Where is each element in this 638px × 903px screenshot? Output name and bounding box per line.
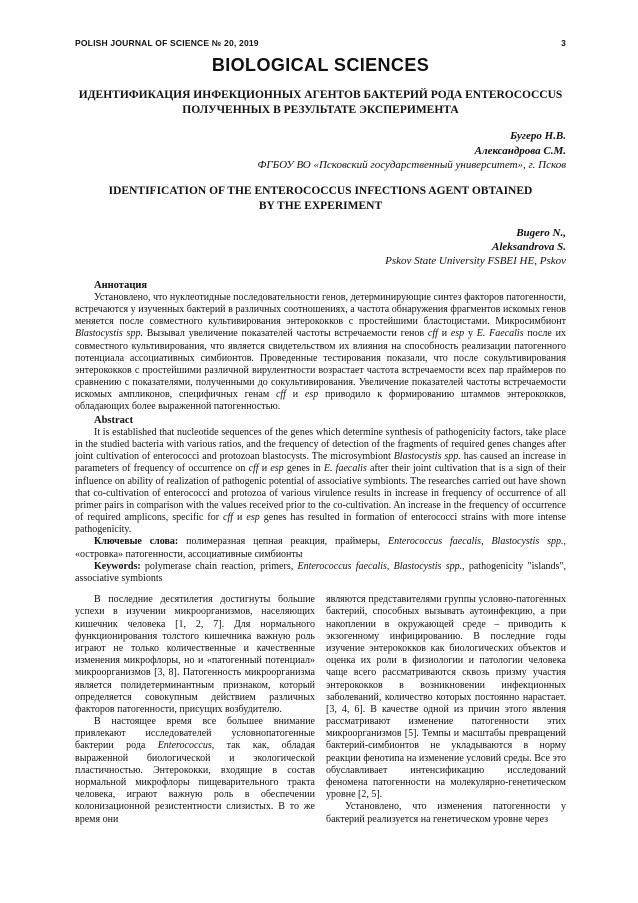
authors-en xyxy=(75,226,566,269)
body-paragraph: являются представителями группы условно-патогенных бактерий, способных вызывать аутоинфекцию, а при накоплении в окружающей среде – приводить к экзогенному инфицированию. В последние годы изучение энтерококков как биологических объектов и оценка их роли в физиологии и патологии человека чаще всего рассматриваются сквозь призму участия энтерококков в возникновении инфекционных заболеваний, количество которых постоянно нарастает. [3, 4, 6]. В качестве одной из причин этого явления рассматривают изменение патогенности этих микроорганизмов [5]. Темпы и масштабы превращений бактерий-симбионтов не укладываются в норму реакции фенотипа на изменение условий среды. Все это обуславливает интенсификацию исследований феномена патогенности на молекулярно-генетическом уровне [2, 5]. xyxy=(326,594,566,801)
article-title-en: IDENTIFICATION OF THE ENTEROCOCCUS INFECTIONS AGENT OBTAINED BY THE EXPERIMENT xyxy=(108,185,533,213)
affiliation-en: Pskov State University FSBEI HE, Pskov xyxy=(385,255,566,268)
keywords-ru: Ключевые слова: полимеразная цепная реакция, праймеры, Enterococcus faecalis, Blastocystis spp., «островка» патогенности, ассоциативные симбионты xyxy=(75,536,566,560)
body-paragraph: Установлено, что изменения патогенности у бактерий реализуется на генетическом уровне через xyxy=(326,801,566,825)
author-name-ru: Александрова С.М. xyxy=(474,144,566,157)
page-header xyxy=(75,38,566,48)
affiliation-ru: ФГБОУ ВО «Псковский государственный университет», г. Псков xyxy=(257,159,566,172)
abstract-heading: Abstract xyxy=(94,414,134,426)
author-name-en: Aleksandrova S. xyxy=(492,241,566,254)
abstract-text: It is established that nucleotide sequences of the genes which determine synthesis of pathogenicity factors, take place in the studied bacteria with various ratios, and the frequency of detection of the fragments of required genes changes after joint cultivation of enterococci and protozoan blastocysts. The microsymbiont Blastocystis spp. has caused an increase in parameters of frequency of occurrence on cff и esp genes in E. faecalis after their joint cultivation that is a sign of their influence on ability of realization of pathogenic potential of associative symbionts. The researches carried out have shown that co-cultivation of enterococci and protozoa of various virulence results in increase in frequency of occurrence of all primer pairs in comparison with the values received prior to the co-cultivation. An increase in the frequency of occurrence of required amplicons, specific for cff и esp genes has resulted in formation of enterococci strains with more intense pathogenicity. xyxy=(75,426,566,536)
author-name-en: Bugero N., xyxy=(516,226,566,239)
journal-name: POLISH JOURNAL OF SCIENCE № 20, 2019 xyxy=(75,38,259,48)
body-paragraph: В последние десятилетия достигнуты большие успехи в изучении микроорганизмов, населяющих кишечник человека [1, 2, 7]. Для нормального функционирования толстого кишечника важную роль играют не только количественные и качественные изменения микрофлоры, но и «патогенный потенциал» микроорганизмов [3, 8]. Патогенность микроорганизма является полидетерминантным признаком, который определяется совокупным действием различных факторов патогенности, присущих возбудителю. xyxy=(75,594,315,715)
article-title-ru: ИДЕНТИФИКАЦИЯ ИНФЕКЦИОННЫХ АГЕНТОВ БАКТЕРИЙ РОДА ENTEROCOCCUS ПОЛУЧЕННЫХ В РЕЗУЛЬТАТЕ ЭКСПЕРИМЕНТА xyxy=(78,89,563,116)
page-number: 3 xyxy=(561,38,566,48)
left-column xyxy=(75,594,315,826)
body-paragraph: В настоящее время все большее внимание привлекают исследователей условнопатогенные бактерии рода Enterococcus, так как, обладая выраженной биологической и экологической пластичностью. Энтерококки, входящие в состав нормальной микрофлоры пищеварительного тракта человека, играют важную роль в обеспечении колонизационной резистентности слизистых. В то же время они xyxy=(75,716,315,825)
authors-ru xyxy=(75,129,566,172)
abstract-section xyxy=(75,279,566,586)
annotation-heading: Аннотация xyxy=(94,279,148,291)
right-column xyxy=(326,594,566,826)
keywords-en: Keywords: polymerase chain reaction, primers, Enterococcus faecalis, Blastocystis spp., pathogenicity "islands", associative symbionts xyxy=(75,560,567,585)
body-columns xyxy=(75,594,566,826)
annotation-text: Установлено, что нуклеотидные последовательности генов, детерминирующие синтез факторов патогенности, встречаются у изученных бактерий в различных соотношениях, а частота обнаружения фрагментов искомых генов меняется после совместного культивирования энтерококков с простейшими бластоцистами. Микросимбионт Blastocystis spp. Вызывал увеличение показателей частоты встречаемости генов cff и esp у E. Faecalis после их совместного культивирования, что является свидетельством их влияния на способность реализации патогенного потенциала ассоциативных симбионтов. Проведенные тестирования показали, что после сокультивирования энтерококков с простейшими различной вирулентности возрастает частота встречаемости всех пар праймеров по сравнению с показателями, полученными до сокультивирования. Увеличение показателей частоты встречаемости искомых ампликонов, специфичных генам cff и esp приводило к формированию штаммов энтерококков, обладающих более выраженной патогенностью. xyxy=(75,291,567,413)
author-name-ru: Бугеро Н.В. xyxy=(510,130,566,143)
section-title: BIOLOGICAL SCIENCES xyxy=(211,55,430,75)
